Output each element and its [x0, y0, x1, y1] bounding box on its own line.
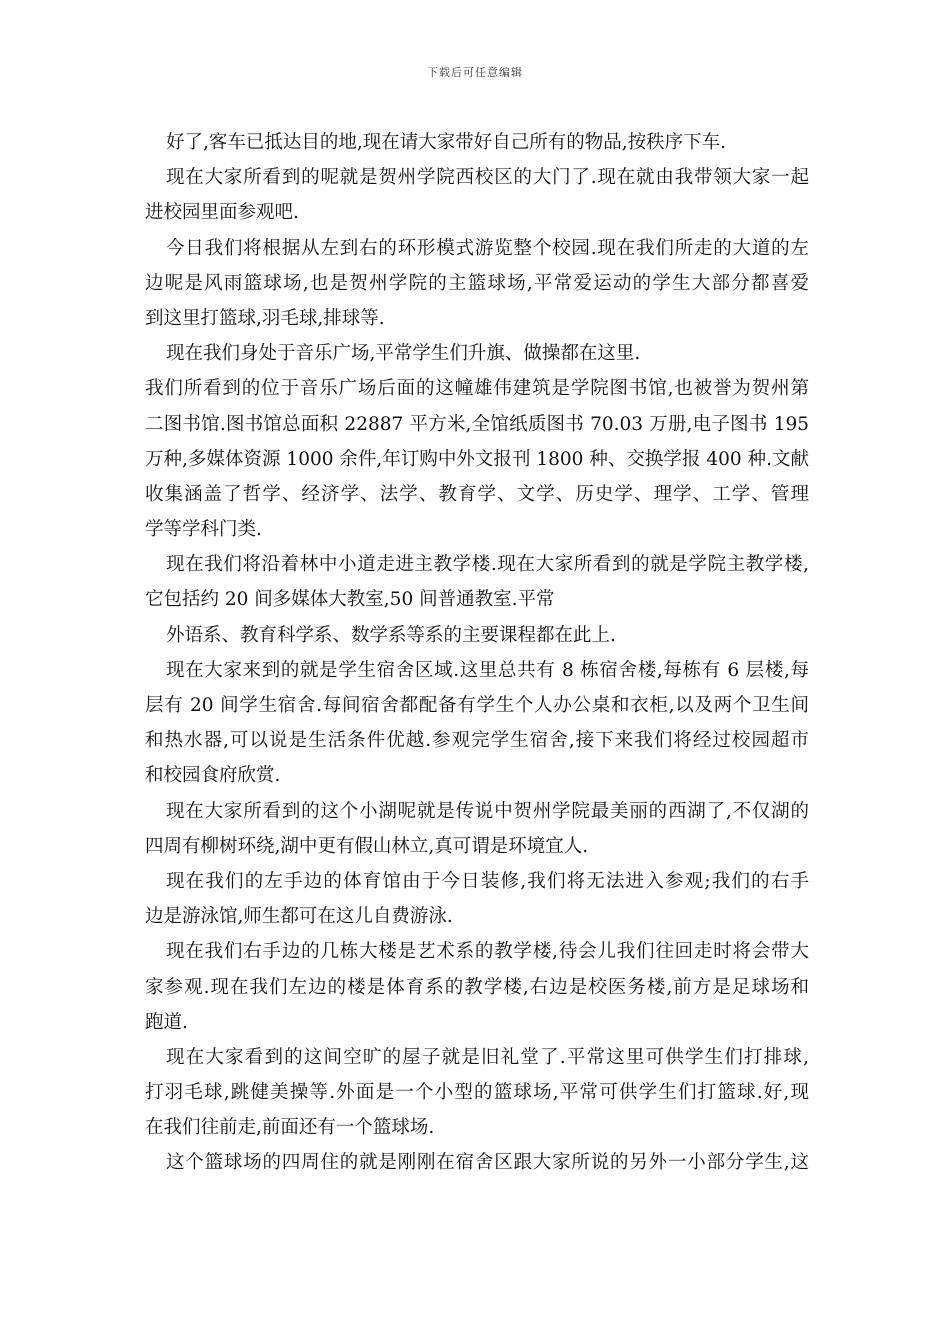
text-line: 外语系、教育科学系、数学系等系的主要课程都在此上.	[166, 624, 616, 646]
text-line: 层有 20 间学生宿舍.每间宿舍都配备有学生个人办公桌和衣柜,以及两个卫生间	[145, 695, 809, 716]
text-line: 打羽毛球,跳健美操等.外面是一个小型的篮球场,平常可供学生们打篮球.好,现	[145, 1082, 809, 1104]
text-line: 现在我们的左手边的体育馆由于今日装修,我们将无法进入参观;我们的右手	[166, 870, 809, 892]
text-line: 我们所看到的位于音乐广场后面的这幢雄伟建筑是学院图书馆,也被誉为贺州第	[145, 378, 809, 400]
body-text	[145, 125, 809, 1181]
text-line: 学等学科门类.	[145, 519, 262, 541]
text-line: 在我们往前走,前面还有一个篮球场.	[145, 1117, 435, 1139]
text-line: 跑道.	[145, 1011, 188, 1033]
text-line: 万种,多媒体资源 1000 余件,年订购中外文报刊 1800 种、交换学报 400 种.文献	[145, 448, 809, 470]
text-line: 到这里打篮球,羽毛球,排球等.	[145, 307, 385, 329]
page-header: 下载后可任意编辑	[427, 66, 523, 79]
text-line: 现在我们右手边的几栋大楼是艺术系的教学楼,待会儿我们往回走时将会带大	[166, 941, 809, 963]
text-line: 进校园里面参观吧.	[145, 202, 299, 224]
text-line: 现在大家看到的这间空旷的屋子就是旧礼堂了.平常这里可供学生们打排球,	[166, 1046, 809, 1068]
text-line: 四周有柳树环绕,湖中更有假山林立,真可谓是环境宜人.	[145, 835, 589, 857]
text-line: 边呢是风雨篮球场,也是贺州学院的主篮球场,平常爱运动的学生大部分都喜爱	[145, 272, 809, 294]
text-line: 现在大家所看到的呢就是贺州学院西校区的大门了.现在就由我带领大家一起	[166, 167, 809, 189]
text-line: 和热水器,可以说是生活条件优越.参观完学生宿舍,接下来我们将经过校园超市	[145, 730, 809, 752]
text-line: 现在我们将沿着林中小道走进主教学楼.现在大家所看到的就是学院主教学楼,	[166, 554, 809, 576]
text-line: 家参观.现在我们左边的楼是体育系的教学楼,右边是校医务楼,前方是足球场和	[145, 976, 809, 998]
text-line: 现在大家所看到的这个小湖呢就是传说中贺州学院最美丽的西湖了,不仅湖的	[166, 800, 809, 822]
text-line: 好了,客车已抵达目的地,现在请大家带好自己所有的物品,按秩序下车.	[166, 132, 727, 153]
text-line: 今日我们将根据从左到右的环形模式游览整个校园.现在我们所走的大道的左	[166, 237, 809, 259]
text-line: 它包括约 20 间多媒体大教室,50 间普通教室.平常	[145, 589, 555, 611]
text-line: 边是游泳馆,师生都可在这儿自费游泳.	[145, 906, 453, 928]
text-line: 二图书馆.图书馆总面积 22887 平方米,全馆纸质图书 70.03 万册,电子图书 195	[145, 413, 809, 435]
text-line: 这个篮球场的四周住的就是刚刚在宿舍区跟大家所说的另外一小部分学生,这	[166, 1152, 809, 1174]
text-line: 现在大家来到的就是学生宿舍区域.这里总共有 8 栋宿舍楼,每栋有 6 层楼,每	[166, 659, 809, 681]
text-line: 现在我们身处于音乐广场,平常学生们升旗、做操都在这里.	[166, 343, 641, 365]
text-line: 收集涵盖了哲学、经济学、法学、教育学、文学、历史学、理学、工学、管理	[145, 483, 809, 505]
text-line: 和校园食府欣赏.	[145, 765, 281, 787]
